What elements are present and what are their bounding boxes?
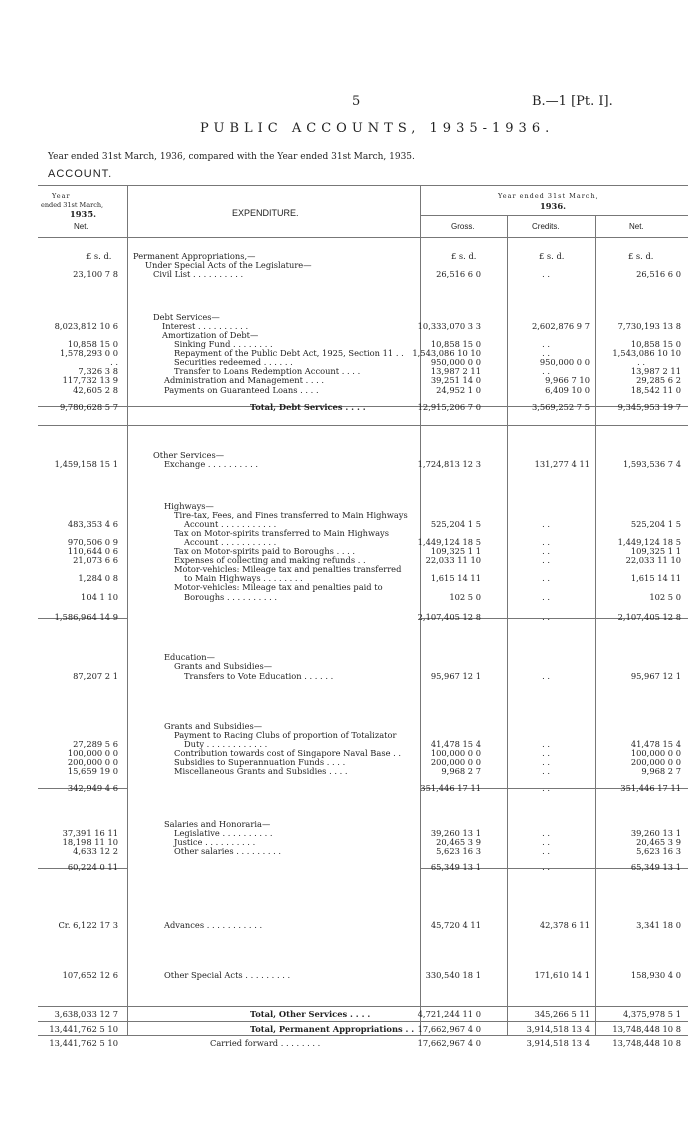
net-cell: 1,543,086 10 10 <box>612 348 681 358</box>
expenditure-description: Subsidies to Superannuation Funds . . . . <box>174 757 346 767</box>
expenditure-description: Transfer to Loans Redemption Account . . . . <box>174 366 361 376</box>
gross-cell: 26,516 6 0 <box>436 269 481 279</box>
gross-cell: 5,623 16 3 <box>436 846 481 856</box>
credits-cell: 2,602,876 9 7 <box>531 321 590 331</box>
prev-year-header-year: 1935. <box>70 209 96 219</box>
net-unit-label: £ s. d. <box>628 251 654 261</box>
gross-cell: 330,540 18 1 <box>425 970 481 980</box>
credits-cell: . . <box>542 757 550 767</box>
net-cell: 5,623 16 3 <box>636 846 681 856</box>
expenditure-description: Highways— <box>164 501 214 511</box>
expenditure-description: Tax on Motor-spirits transferred to Main Highways <box>174 528 389 538</box>
credits-header: Credits. <box>532 222 560 231</box>
net-cell: . . <box>637 357 645 367</box>
prev-year-header-line2: ended 31st March, <box>41 201 104 209</box>
credits-cell: 345,266 5 11 <box>534 1009 590 1019</box>
expenditure-description: Amortization of Debt— <box>162 330 259 340</box>
expenditure-description: Payment to Racing Clubs of proportion of Totalizator <box>174 730 397 740</box>
gross-cell: 2,107,405 12 8 <box>417 612 481 622</box>
net-cell: 4,375,978 5 1 <box>622 1009 681 1019</box>
expenditure-description: Salaries and Honoraria— <box>164 819 271 829</box>
gross-cell: 200,000 0 0 <box>430 757 481 767</box>
gross-cell: 4,721,244 11 0 <box>417 1009 481 1019</box>
credits-cell: 42,378 6 11 <box>539 920 590 930</box>
credits-cell: . . <box>542 519 550 529</box>
credits-cell: . . <box>542 739 550 749</box>
net-cell: 525,204 1 5 <box>630 519 681 529</box>
prev-year-net-cell: 13,441,762 5 10 <box>49 1024 118 1034</box>
prev-year-net-cell: 42,605 2 8 <box>73 385 118 395</box>
gross-cell: 45,720 4 11 <box>430 920 481 930</box>
expenditure-description: Interest . . . . . . . . . . <box>162 321 249 331</box>
prev-year-header-line1: Year <box>52 192 71 200</box>
prev-year-net-cell: 1,578,293 0 0 <box>59 348 118 358</box>
expenditure-description: Account . . . . . . . . . . . <box>184 537 277 547</box>
prev-year-net-cell: 9,780,628 5 7 <box>59 402 118 412</box>
gross-cell: 102 5 0 <box>449 592 481 602</box>
expenditure-description: Motor-vehicles: Mileage tax and penalties transferred <box>174 564 402 574</box>
gross-cell: 24,952 1 0 <box>436 385 481 395</box>
credits-cell: . . <box>542 269 550 279</box>
net-cell: 3,341 18 0 <box>636 920 681 930</box>
credits-cell: . . <box>542 546 550 556</box>
net-cell: 10,858 15 0 <box>630 339 681 349</box>
credits-cell: . . <box>542 846 550 856</box>
expenditure-description: Civil List . . . . . . . . . . <box>153 269 244 279</box>
expenditure-description: Grants and Subsidies— <box>164 721 263 731</box>
net-cell: 20,465 3 9 <box>636 837 681 847</box>
credits-cell: . . <box>542 366 550 376</box>
prev-year-net-cell: 483,353 4 6 <box>67 519 118 529</box>
prev-year-net-cell: 110,644 0 6 <box>67 546 118 556</box>
page-reference: B.—1 [Pt. I]. <box>532 94 613 109</box>
prev-year-net-cell: 23,100 7 8 <box>73 269 118 279</box>
prev-year-net-cell: 10,858 15 0 <box>67 339 118 349</box>
prev-year-net-header: Net. <box>74 222 89 231</box>
credits-cell: . . <box>542 828 550 838</box>
expenditure-description: Advances . . . . . . . . . . . <box>164 920 263 930</box>
net-cell: 29,285 6 2 <box>636 375 681 385</box>
gross-cell: 10,858 15 0 <box>430 339 481 349</box>
expenditure-description: Exchange . . . . . . . . . . <box>164 459 258 469</box>
expenditure-description: Miscellaneous Grants and Subsidies . . . . <box>174 766 348 776</box>
credits-cell: 131,277 4 11 <box>534 459 590 469</box>
expenditure-description: Tax on Motor-spirits paid to Boroughs . . . . <box>174 546 356 556</box>
gross-cell: 1,449,124 18 5 <box>417 537 481 547</box>
net-cell: 9,968 2 7 <box>641 766 681 776</box>
expenditure-description: Contribution towards cost of Singapore Naval Base . . <box>174 748 402 758</box>
gross-cell: 95,967 12 1 <box>430 671 481 681</box>
credits-cell: . . <box>542 555 550 565</box>
gross-cell: 351,446 17 11 <box>420 783 481 793</box>
net-cell: 109,325 1 1 <box>630 546 681 556</box>
gross-cell: 109,325 1 1 <box>430 546 481 556</box>
net-cell: 158,930 4 0 <box>630 970 681 980</box>
current-year-header: Year ended 31st March, <box>498 192 599 200</box>
prev-year-net-cell: 37,391 16 11 <box>62 828 118 838</box>
credits-cell: 3,569,252 7 5 <box>531 402 590 412</box>
gross-cell: 1,543,086 10 10 <box>412 348 481 358</box>
credits-cell: . . <box>542 837 550 847</box>
net-cell: 13,987 2 11 <box>630 366 681 376</box>
gross-cell: 1,615 14 11 <box>430 573 481 583</box>
net-cell: 13,748,448 10 8 <box>612 1024 681 1034</box>
prev-year-net-cell: 3,638,033 12 7 <box>54 1009 118 1019</box>
expenditure-description: Permanent Appropriations,— <box>133 251 256 261</box>
expenditure-description: Repayment of the Public Debt Act, 1925, Section 11 . . <box>174 348 404 358</box>
prev-year-net-cell: 1,459,158 15 1 <box>54 459 118 469</box>
prev-year-net-cell: 107,652 12 6 <box>62 970 118 980</box>
prev-year-net-cell: 342,949 4 6 <box>67 783 118 793</box>
net-cell: 1,615 14 11 <box>630 573 681 583</box>
expenditure-description: Tire-tax, Fees, and Fines transferred to Main Highways <box>174 510 408 520</box>
gross-cell: 39,251 14 0 <box>430 375 481 385</box>
prev-year-net-cell: 100,000 0 0 <box>67 748 118 758</box>
expenditure-description: Sinking Fund . . . . . . . . <box>174 339 273 349</box>
prev-year-net-cell: 970,506 0 9 <box>67 537 118 547</box>
gross-cell: 1,724,813 12 3 <box>417 459 481 469</box>
current-year-header-year: 1936. <box>540 201 566 211</box>
gross-header: Gross. <box>451 222 475 231</box>
gross-cell: 17,662,967 4 0 <box>417 1024 481 1034</box>
expenditure-description: Transfers to Vote Education . . . . . . <box>184 671 334 681</box>
expenditure-description: Other Services— <box>153 450 225 460</box>
net-cell: 18,542 11 0 <box>630 385 681 395</box>
net-cell: 41,478 15 4 <box>630 739 681 749</box>
prev-year-net-cell: Cr. 6,122 17 3 <box>58 920 118 930</box>
net-cell: 39,260 13 1 <box>630 828 681 838</box>
prev-year-net-cell: 87,207 2 1 <box>73 671 118 681</box>
expenditure-description: Total, Debt Services . . . . <box>250 402 366 412</box>
gross-cell: 525,204 1 5 <box>430 519 481 529</box>
expenditure-description: Payments on Guaranteed Loans . . . . <box>164 385 319 395</box>
credits-cell: . . <box>542 862 550 872</box>
net-cell: 200,000 0 0 <box>630 757 681 767</box>
net-cell: 9,345,953 19 7 <box>617 402 681 412</box>
credits-cell: . . <box>542 766 550 776</box>
credits-cell: 3,914,518 13 4 <box>526 1024 590 1034</box>
credits-cell: 950,000 0 0 <box>539 357 590 367</box>
credits-cell: . . <box>542 573 550 583</box>
prev-year-net-cell: 200,000 0 0 <box>67 757 118 767</box>
credits-cell: . . <box>542 348 550 358</box>
credits-cell: . . <box>542 783 550 793</box>
net-cell: 1,449,124 18 5 <box>617 537 681 547</box>
prev-year-net-cell: 15,659 19 0 <box>67 766 118 776</box>
credits-cell: . . <box>542 671 550 681</box>
expenditure-description: Other Special Acts . . . . . . . . . <box>164 970 291 980</box>
prev-year-net-cell: 18,198 11 10 <box>62 837 118 847</box>
prev-year-net-cell: 1,284 0 8 <box>78 573 118 583</box>
net-cell: 22,033 11 10 <box>625 555 681 565</box>
gross-cell: 13,987 2 11 <box>430 366 481 376</box>
expenditure-description: Duty . . . . . . . . . . . . <box>184 739 268 749</box>
prev-year-net-cell: . . <box>110 357 118 367</box>
credits-cell: 6,409 10 0 <box>545 385 590 395</box>
page-subtitle: Year ended 31st March, 1936, compared with the Year ended 31st March, 1935. <box>48 152 415 162</box>
gross-cell: 10,333,070 3 3 <box>417 321 481 331</box>
expenditure-description: Expenses of collecting and making refunds . . <box>174 555 366 565</box>
prev-year-net-cell: 27,289 5 6 <box>73 739 118 749</box>
expenditure-description: Account . . . . . . . . . . . <box>184 519 277 529</box>
prev-unit-label: £ s. d. <box>86 251 112 261</box>
expenditure-description: Education— <box>164 652 215 662</box>
prev-year-net-cell: 104 1 10 <box>81 592 118 602</box>
net-cell: 2,107,405 12 8 <box>617 612 681 622</box>
gross-cell: 65,349 13 1 <box>430 862 481 872</box>
expenditure-description: Administration and Management . . . . <box>164 375 325 385</box>
credits-cell: 9,966 7 10 <box>545 375 590 385</box>
prev-year-net-cell: 7,326 3 8 <box>78 366 118 376</box>
gross-cell: 41,478 15 4 <box>430 739 481 749</box>
net-cell: 7,730,193 13 8 <box>617 321 681 331</box>
account-label: ACCOUNT. <box>48 168 113 180</box>
net-cell: 26,516 6 0 <box>636 269 681 279</box>
net-cell: 100,000 0 0 <box>630 748 681 758</box>
net-cell: 102 5 0 <box>649 592 681 602</box>
credits-cell: . . <box>542 592 550 602</box>
expenditure-header: EXPENDITURE. <box>232 208 299 218</box>
expenditure-description: Carried forward . . . . . . . . <box>210 1038 321 1048</box>
net-cell: 351,446 17 11 <box>620 783 681 793</box>
credits-cell: 171,610 14 1 <box>534 970 590 980</box>
expenditure-description: to Main Highways . . . . . . . . <box>184 573 303 583</box>
credits-cell: . . <box>542 748 550 758</box>
credits-unit-label: £ s. d. <box>539 251 565 261</box>
expenditure-description: Boroughs . . . . . . . . . . <box>184 592 278 602</box>
gross-cell: 39,260 13 1 <box>430 828 481 838</box>
expenditure-description: Under Special Acts of the Legislature— <box>145 260 312 270</box>
gross-cell: 100,000 0 0 <box>430 748 481 758</box>
expenditure-description: Justice . . . . . . . . . . <box>174 837 256 847</box>
prev-year-net-cell: 4,633 12 2 <box>73 846 118 856</box>
expenditure-description: Total, Other Services . . . . <box>250 1009 371 1019</box>
credits-cell: . . <box>542 612 550 622</box>
page-title: PUBLIC ACCOUNTS, 1935-1936. <box>200 121 555 136</box>
credits-cell: . . <box>542 339 550 349</box>
prev-year-net-cell: 13,441,762 5 10 <box>49 1038 118 1048</box>
credits-cell: . . <box>542 537 550 547</box>
expenditure-description: Legislative . . . . . . . . . . <box>174 828 273 838</box>
prev-year-net-cell: 60,224 0 11 <box>67 862 118 872</box>
credits-cell: 3,914,518 13 4 <box>526 1038 590 1048</box>
gross-cell: 9,968 2 7 <box>441 766 481 776</box>
expenditure-description: Debt Services— <box>153 312 220 322</box>
gross-cell: 20,465 3 9 <box>436 837 481 847</box>
prev-year-net-cell: 1,586,964 14 9 <box>54 612 118 622</box>
expenditure-description: Other salaries . . . . . . . . . <box>174 846 282 856</box>
gross-unit-label: £ s. d. <box>451 251 477 261</box>
expenditure-description: Total, Permanent Appropriations . . <box>250 1024 415 1034</box>
expenditure-description: Motor-vehicles: Mileage tax and penalties paid to <box>174 582 383 592</box>
net-cell: 13,748,448 10 8 <box>612 1038 681 1048</box>
net-cell: 1,593,536 7 4 <box>622 459 681 469</box>
prev-year-net-cell: 8,023,812 10 6 <box>54 321 118 331</box>
gross-cell: 22,033 11 10 <box>425 555 481 565</box>
prev-year-net-cell: 21,073 6 6 <box>73 555 118 565</box>
net-header: Net. <box>629 222 644 231</box>
gross-cell: 12,915,206 7 0 <box>417 402 481 412</box>
prev-year-net-cell: 117,732 13 9 <box>62 375 118 385</box>
gross-cell: 950,000 0 0 <box>430 357 481 367</box>
expenditure-description: Securities redeemed . . . . . . <box>174 357 293 367</box>
net-cell: 65,349 13 1 <box>630 862 681 872</box>
gross-cell: 17,662,967 4 0 <box>417 1038 481 1048</box>
expenditure-description: Grants and Subsidies— <box>174 661 273 671</box>
net-cell: 95,967 12 1 <box>630 671 681 681</box>
page-number: 5 <box>352 94 361 109</box>
